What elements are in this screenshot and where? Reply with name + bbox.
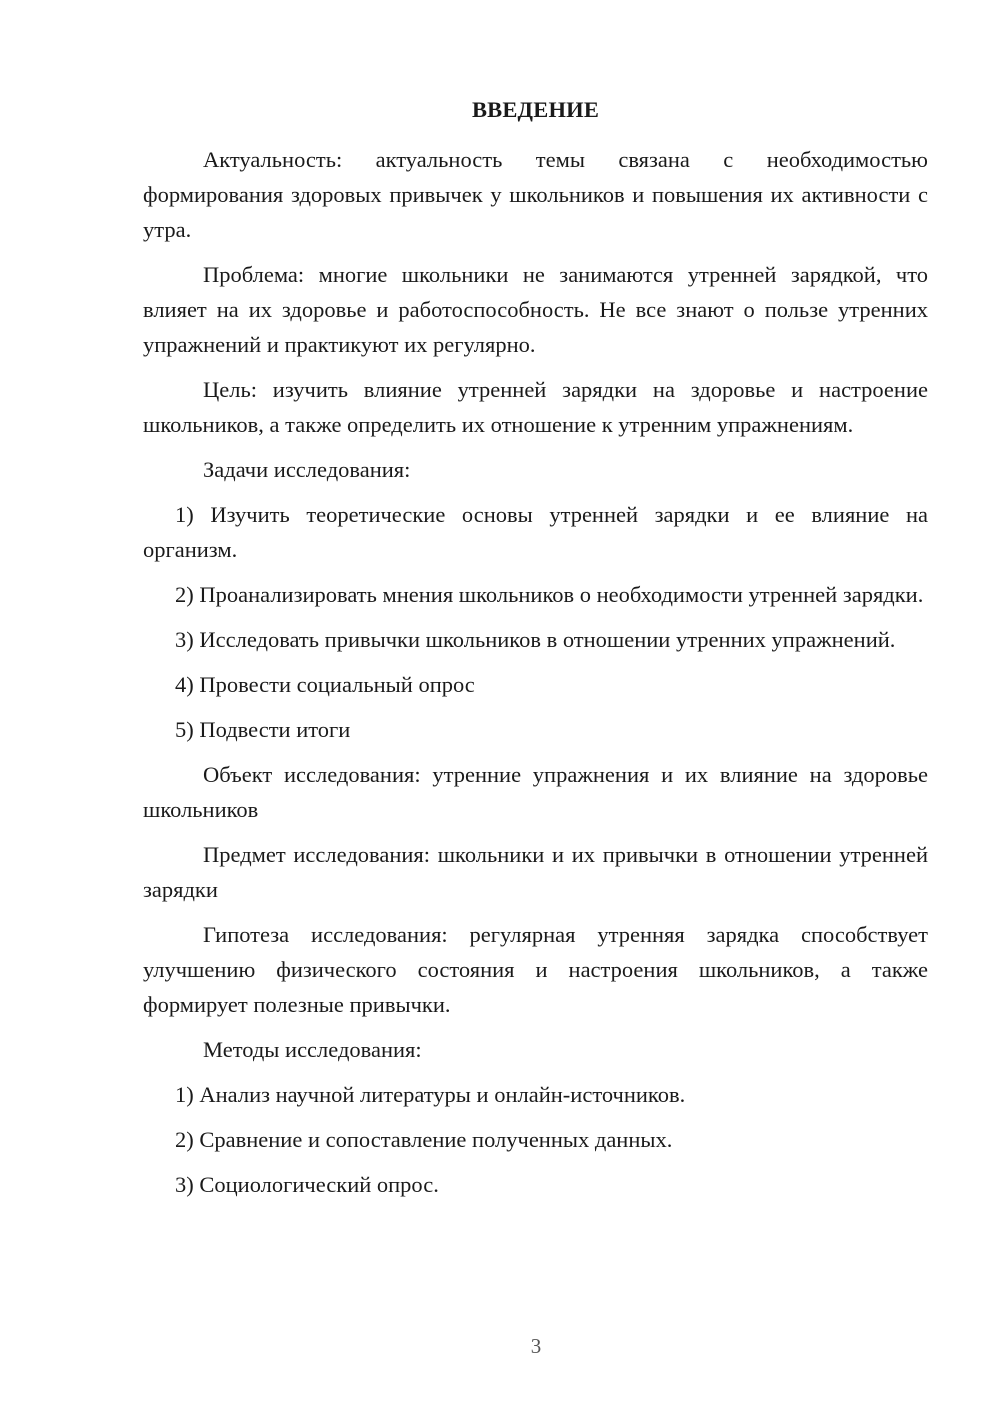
document-title: ВВЕДЕНИЕ xyxy=(471,97,600,122)
paragraph-methods-heading: Методы исследования: xyxy=(203,1037,422,1062)
task-item-2: 2) Проанализировать мнения школьников о необходимости утренней зарядки. xyxy=(175,582,924,607)
paragraph-subject: Предмет исследования: школьники и их привычки в отношении утренней зарядки xyxy=(143,842,928,902)
paragraph-relevance: Актуальность: актуальность темы связана с необходимостью формирования здоровых привычек у школьников и повышения их активности с утра. xyxy=(143,147,928,242)
paragraph-tasks-heading: Задачи исследования: xyxy=(203,457,411,482)
task-item-1: 1) Изучить теоретические основы утренней зарядки и ее влияние на организм. xyxy=(143,502,928,562)
paragraph-problem: Проблема: многие школьники не занимаются утренней зарядкой, что влияет на их здоровье и работоспособность. Не все знают о пользе утренних упражнений и практикуют их регулярно. xyxy=(143,262,928,357)
task-item-5: 5) Подвести итоги xyxy=(175,717,351,742)
task-item-3: 3) Исследовать привычки школьников в отношении утренних упражнений. xyxy=(175,627,896,652)
method-item-2: 2) Сравнение и сопоставление полученных данных. xyxy=(175,1127,673,1152)
task-item-4: 4) Провести социальный опрос xyxy=(175,672,475,697)
paragraph-goal: Цель: изучить влияние утренней зарядки на здоровье и настроение школьников, а также определить их отношение к утренним упражнениям. xyxy=(143,377,928,437)
method-item-3: 3) Социологический опрос. xyxy=(175,1172,439,1197)
document-page xyxy=(143,88,928,1202)
paragraph-hypothesis: Гипотеза исследования: регулярная утренняя зарядка способствует улучшению физического состояния и настроения школьников, а также формирует полезные привычки. xyxy=(143,922,928,1017)
paragraph-object: Объект исследования: утренние упражнения и их влияние на здоровье школьников xyxy=(143,762,928,822)
page-number: 3 xyxy=(530,1334,542,1358)
method-item-1: 1) Анализ научной литературы и онлайн-источников. xyxy=(175,1082,686,1107)
